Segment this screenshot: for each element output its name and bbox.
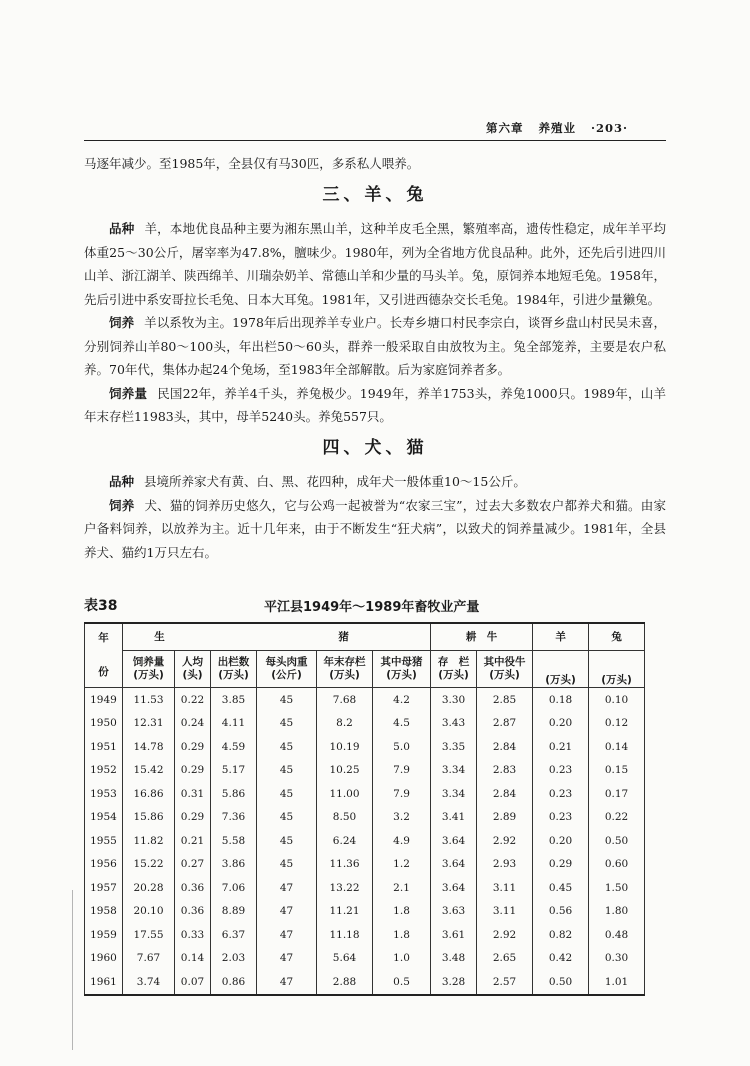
value-cell: 0.29	[175, 735, 211, 759]
cattle-group-header: 耕 牛	[431, 623, 533, 651]
value-cell: 3.11	[477, 876, 533, 900]
table-row	[85, 735, 645, 759]
value-cell: 5.17	[211, 759, 257, 783]
value-cell: 0.86	[211, 970, 257, 995]
value-cell: 47	[257, 923, 317, 947]
value-cell: 15.22	[123, 853, 175, 877]
value-cell: 3.41	[431, 806, 477, 830]
paragraph-horse: 马逐年减少。至1985年，全县仅有马30匹，多系私人喂养。	[84, 156, 420, 171]
value-cell: 5.64	[317, 947, 373, 971]
value-cell: 3.11	[477, 900, 533, 924]
value-cell: 0.29	[175, 759, 211, 783]
paragraph-quantity	[84, 382, 666, 429]
year-cell: 1951	[85, 735, 123, 759]
section-heading-sheep-rabbit: 三、羊、兔	[322, 184, 428, 205]
value-cell: 5.86	[211, 782, 257, 806]
column-header-6	[431, 651, 477, 688]
value-cell: 14.78	[123, 735, 175, 759]
table-label: 表38	[84, 598, 118, 614]
value-cell: 2.85	[477, 688, 533, 712]
term-dog-raising: 饲养	[109, 497, 135, 513]
value-cell: 0.22	[589, 806, 645, 830]
chapter-label: 第六章	[486, 121, 524, 135]
value-cell: 0.10	[589, 688, 645, 712]
value-cell: 0.30	[589, 947, 645, 971]
value-cell: 1.8	[373, 923, 431, 947]
table-header-row-2	[85, 651, 645, 688]
value-cell: 1.8	[373, 900, 431, 924]
value-cell: 10.25	[317, 759, 373, 783]
paragraph-dog-breeds-text: 县境所养家犬有黄、白、黑、花四种，成年犬一般体重10～15公斤。	[144, 474, 526, 489]
value-cell: 3.64	[431, 853, 477, 877]
column-header-8	[533, 651, 589, 688]
section-heading-dog-cat: 四、犬、猫	[322, 437, 428, 458]
value-cell: 4.2	[373, 688, 431, 712]
year-cell: 1954	[85, 806, 123, 830]
paragraph-dog-raising	[84, 494, 666, 565]
value-cell: 0.50	[589, 829, 645, 853]
value-cell: 11.36	[317, 853, 373, 877]
value-cell: 11.21	[317, 900, 373, 924]
value-cell: 7.67	[123, 947, 175, 971]
value-cell: 6.37	[211, 923, 257, 947]
value-cell: 0.50	[533, 970, 589, 995]
value-cell: 2.92	[477, 829, 533, 853]
value-cell: 0.33	[175, 923, 211, 947]
value-cell: 3.34	[431, 782, 477, 806]
sheep-header: 羊	[533, 623, 589, 651]
pig-group-header	[123, 623, 431, 651]
paragraph-dog-raising-text: 犬、猫的饲养历史悠久，它与公鸡一起被誉为“农家三宝”，过去大多数农户都养犬和猫。由家户备料饲养，以放养为主。近十几年来，由于不断发生“狂犬病”，以致犬的饲养量减少。1981年，全县养犬、猫约1万只左右。	[84, 497, 666, 560]
value-cell: 13.22	[317, 876, 373, 900]
column-header-line: (万头)	[329, 669, 360, 681]
column-header-line: 年末存栏	[323, 656, 366, 668]
value-cell: 47	[257, 900, 317, 924]
column-header-line: 其中母猪	[380, 656, 423, 668]
column-header-line: (万头)	[438, 669, 469, 681]
year-header-bottom: 份	[98, 666, 109, 678]
table-row	[85, 829, 645, 853]
value-cell: 45	[257, 759, 317, 783]
year-header	[85, 623, 123, 688]
value-cell: 0.31	[175, 782, 211, 806]
column-header-3	[257, 651, 317, 688]
paragraph-raising	[84, 311, 666, 382]
body-text	[84, 152, 666, 564]
column-header-line: (公斤)	[271, 669, 302, 681]
value-cell: 45	[257, 688, 317, 712]
pig-group-right: 猪	[338, 630, 349, 643]
table-row	[85, 688, 645, 712]
value-cell: 2.84	[477, 782, 533, 806]
value-cell: 3.34	[431, 759, 477, 783]
column-header-line: 每头肉重	[265, 656, 308, 668]
value-cell: 2.87	[477, 712, 533, 736]
value-cell: 0.27	[175, 853, 211, 877]
value-cell: 3.85	[211, 688, 257, 712]
value-cell: 45	[257, 735, 317, 759]
binding-line	[72, 890, 73, 1050]
column-header-line: (万头)	[545, 674, 576, 686]
value-cell: 10.19	[317, 735, 373, 759]
value-cell: 0.36	[175, 876, 211, 900]
value-cell: 4.9	[373, 829, 431, 853]
value-cell: 0.07	[175, 970, 211, 995]
column-header-line: (万头)	[133, 669, 164, 681]
term-breeds: 品种	[109, 221, 135, 236]
value-cell: 3.43	[431, 712, 477, 736]
paragraph-raising-text: 羊以系牧为主。1978年后出现养羊专业户。长寿乡塘口村民李宗白，谈胥乡盘山村民吴未喜，分别饲养山羊80～100头，年出栏50～60头，群养一般采取自由放牧为主。兔全部笼养，主要是农户私养。70年代，集体办起24个兔场，至1983年全部解散。后为家庭饲养者多。	[84, 315, 666, 377]
value-cell: 1.2	[373, 853, 431, 877]
column-header-5	[373, 651, 431, 688]
column-header-line: 人均	[182, 656, 203, 668]
value-cell: 0.20	[533, 829, 589, 853]
value-cell: 3.86	[211, 853, 257, 877]
value-cell: 0.23	[533, 759, 589, 783]
value-cell: 0.20	[533, 712, 589, 736]
value-cell: 15.86	[123, 806, 175, 830]
year-cell: 1953	[85, 782, 123, 806]
value-cell: 0.48	[589, 923, 645, 947]
value-cell: 5.0	[373, 735, 431, 759]
value-cell: 2.84	[477, 735, 533, 759]
value-cell: 4.59	[211, 735, 257, 759]
value-cell: 16.86	[123, 782, 175, 806]
value-cell: 3.74	[123, 970, 175, 995]
table-row	[85, 947, 645, 971]
value-cell: 2.93	[477, 853, 533, 877]
section-label: 养殖业	[538, 121, 577, 135]
year-cell: 1958	[85, 900, 123, 924]
value-cell: 2.92	[477, 923, 533, 947]
value-cell: 2.57	[477, 970, 533, 995]
column-header-line: 出栏数	[217, 656, 250, 668]
value-cell: 0.56	[533, 900, 589, 924]
value-cell: 11.53	[123, 688, 175, 712]
table-caption	[84, 595, 666, 615]
value-cell: 47	[257, 947, 317, 971]
value-cell: 0.18	[533, 688, 589, 712]
table-row	[85, 759, 645, 783]
value-cell: 0.23	[533, 782, 589, 806]
value-cell: 4.5	[373, 712, 431, 736]
value-cell: 1.80	[589, 900, 645, 924]
paragraph-quantity-text: 民国22年，养羊4千头，养兔极少。1949年，养羊1753头，养兔1000只。1989年，山羊年末存栏11983头，其中，母羊5240头。养兔557只。	[84, 385, 666, 424]
value-cell: 0.29	[175, 806, 211, 830]
value-cell: 0.12	[589, 712, 645, 736]
livestock-table	[84, 622, 645, 996]
column-header-line: (万头)	[601, 674, 632, 686]
value-cell: 1.50	[589, 876, 645, 900]
value-cell: 0.29	[533, 853, 589, 877]
year-cell: 1955	[85, 829, 123, 853]
value-cell: 3.64	[431, 829, 477, 853]
year-cell: 1957	[85, 876, 123, 900]
value-cell: 3.48	[431, 947, 477, 971]
table-row	[85, 853, 645, 877]
rabbit-header: 兔	[589, 623, 645, 651]
value-cell: 1.0	[373, 947, 431, 971]
running-header	[486, 120, 638, 136]
value-cell: 7.9	[373, 759, 431, 783]
column-header-line: 饲养量	[132, 656, 165, 668]
value-cell: 47	[257, 876, 317, 900]
value-cell: 0.15	[589, 759, 645, 783]
value-cell: 0.82	[533, 923, 589, 947]
column-header-line: (万头)	[489, 669, 520, 681]
column-header-2	[211, 651, 257, 688]
term-raising: 饲养	[109, 315, 135, 330]
year-cell: 1960	[85, 947, 123, 971]
table-row	[85, 712, 645, 736]
page-number: ·203·	[591, 121, 629, 135]
column-header-0	[123, 651, 175, 688]
value-cell: 8.2	[317, 712, 373, 736]
year-cell: 1952	[85, 759, 123, 783]
value-cell: 12.31	[123, 712, 175, 736]
value-cell: 0.42	[533, 947, 589, 971]
value-cell: 0.14	[175, 947, 211, 971]
paragraph-breeds	[84, 217, 666, 311]
value-cell: 11.00	[317, 782, 373, 806]
value-cell: 8.50	[317, 806, 373, 830]
value-cell: 45	[257, 782, 317, 806]
table-header-row-1	[85, 623, 645, 651]
table-row	[85, 923, 645, 947]
column-header-line: (万头)	[386, 669, 417, 681]
table-row	[85, 900, 645, 924]
value-cell: 7.9	[373, 782, 431, 806]
value-cell: 5.58	[211, 829, 257, 853]
value-cell: 7.06	[211, 876, 257, 900]
value-cell: 0.24	[175, 712, 211, 736]
column-header-line: 存 栏	[437, 656, 470, 668]
column-header-line: (头)	[182, 669, 203, 681]
value-cell: 45	[257, 712, 317, 736]
value-cell: 8.89	[211, 900, 257, 924]
table-row	[85, 876, 645, 900]
value-cell: 7.36	[211, 806, 257, 830]
value-cell: 45	[257, 829, 317, 853]
value-cell: 2.83	[477, 759, 533, 783]
year-cell: 1959	[85, 923, 123, 947]
value-cell: 0.36	[175, 900, 211, 924]
term-dog-breeds: 品种	[109, 474, 135, 489]
column-header-line: 其中役牛	[483, 656, 526, 668]
table-body	[85, 688, 645, 995]
value-cell: 6.24	[317, 829, 373, 853]
value-cell: 11.18	[317, 923, 373, 947]
value-cell: 45	[257, 806, 317, 830]
value-cell: 20.10	[123, 900, 175, 924]
value-cell: 0.21	[175, 829, 211, 853]
pig-group-left: 生	[154, 630, 165, 643]
value-cell: 0.22	[175, 688, 211, 712]
value-cell: 0.17	[589, 782, 645, 806]
column-header-line: (万头)	[218, 669, 249, 681]
column-header-9	[589, 651, 645, 688]
value-cell: 2.89	[477, 806, 533, 830]
value-cell: 11.82	[123, 829, 175, 853]
value-cell: 45	[257, 853, 317, 877]
year-cell: 1956	[85, 853, 123, 877]
value-cell: 0.21	[533, 735, 589, 759]
value-cell: 4.11	[211, 712, 257, 736]
value-cell: 2.03	[211, 947, 257, 971]
column-header-7	[477, 651, 533, 688]
table-row	[85, 806, 645, 830]
table-title: 平江县1949年～1989年畜牧业产量	[264, 600, 480, 615]
value-cell: 15.42	[123, 759, 175, 783]
paragraph-breeds-text: 羊，本地优良品种主要为湘东黑山羊，这种羊皮毛全黑，繁殖率高，遗传性稳定，成年羊平均体重25～30公斤，屠宰率为47.8%，膻味少。1980年，列为全省地方优良品种。此外，还先后引进四川山羊、浙江湖羊、陕西绵羊、川瑞杂奶羊、常德山羊和少量的马头羊。兔，原饲养本地短毛兔。1958年，先后引进中系安哥拉长毛兔、日本大耳兔。1981年，又引进西德杂交长毛兔。1984年，引进少量獭兔。	[84, 221, 666, 307]
value-cell: 2.1	[373, 876, 431, 900]
value-cell: 2.65	[477, 947, 533, 971]
value-cell: 0.14	[589, 735, 645, 759]
value-cell: 3.30	[431, 688, 477, 712]
value-cell: 1.01	[589, 970, 645, 995]
year-cell: 1949	[85, 688, 123, 712]
value-cell: 20.28	[123, 876, 175, 900]
value-cell: 17.55	[123, 923, 175, 947]
value-cell: 3.63	[431, 900, 477, 924]
value-cell: 7.68	[317, 688, 373, 712]
value-cell: 3.28	[431, 970, 477, 995]
header-rule	[84, 140, 666, 141]
paragraph-dog-breeds	[84, 470, 666, 494]
year-header-top: 年	[98, 632, 109, 644]
term-quantity: 饲养量	[109, 385, 148, 401]
column-header-4	[317, 651, 373, 688]
table-row	[85, 782, 645, 806]
value-cell: 3.2	[373, 806, 431, 830]
table-row	[85, 970, 645, 995]
value-cell: 47	[257, 970, 317, 995]
value-cell: 2.88	[317, 970, 373, 995]
value-cell: 0.23	[533, 806, 589, 830]
value-cell: 3.61	[431, 923, 477, 947]
year-cell: 1950	[85, 712, 123, 736]
column-header-1	[175, 651, 211, 688]
year-cell: 1961	[85, 970, 123, 995]
value-cell: 3.64	[431, 876, 477, 900]
value-cell: 0.60	[589, 853, 645, 877]
value-cell: 3.35	[431, 735, 477, 759]
value-cell: 0.45	[533, 876, 589, 900]
value-cell: 0.5	[373, 970, 431, 995]
